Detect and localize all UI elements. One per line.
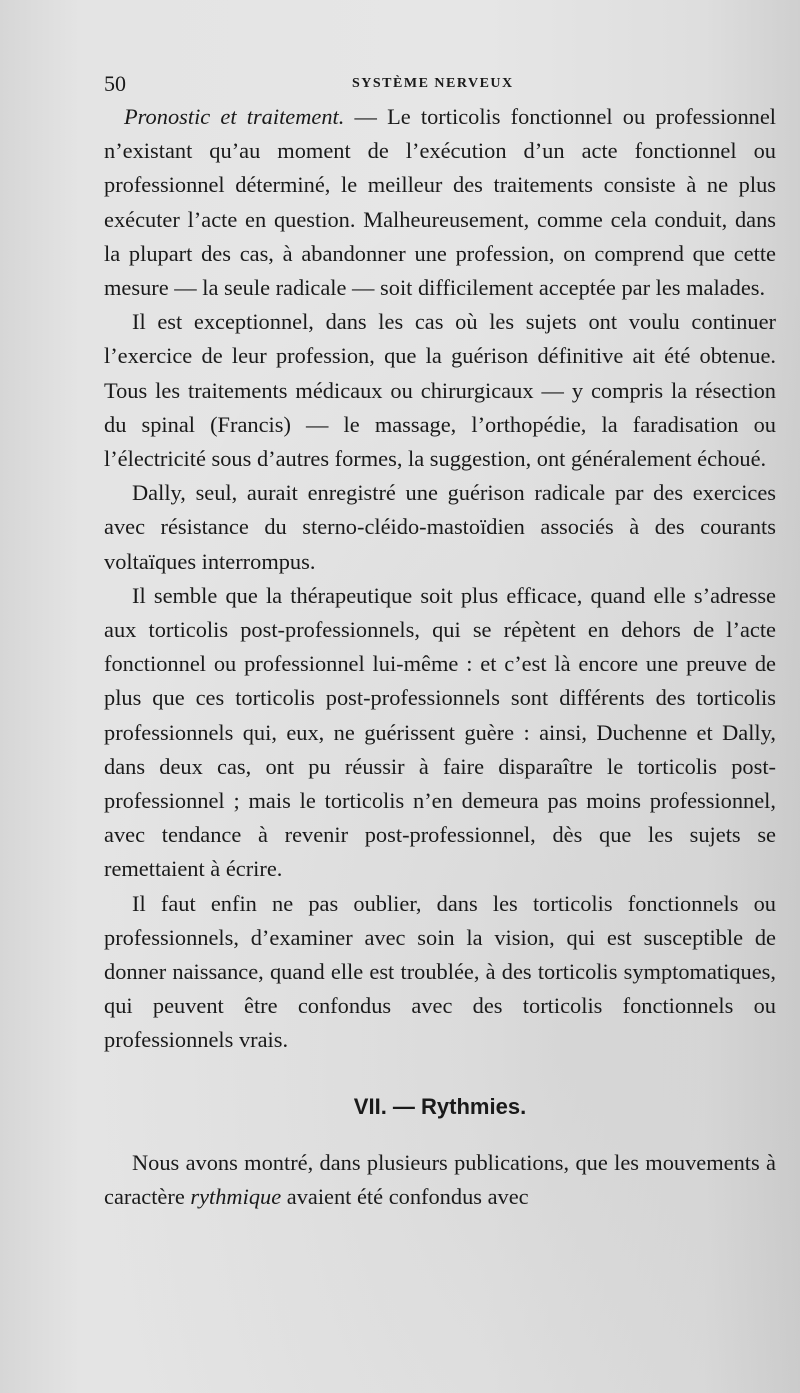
page-number: 50 — [104, 71, 126, 96]
body-text — [104, 100, 776, 1214]
paragraph: Il semble que la thérapeutique soit plus efficace, quand elle s’adresse aux torticolis post-professionnels, qui se répètent en dehors de l’acte fonctionnel ou professionnel lui-même : et c’est là encore une preuve de plus que ces torticolis post-professionnels sont différents des torticolis professionnels qui, eux, ne guérissent guère : ainsi, Duchenne et Dally, dans deux cas, ont pu réussir à faire disparaître le torticolis post-professionnel ; mais le torticolis n’en demeura pas moins professionnel, avec tendance à revenir post-professionnel, dès que les sujets se remettaient à écrire. — [104, 582, 776, 882]
paragraph-lead-heading: Pronostic et traitement. — [124, 104, 345, 129]
running-title: SYSTÈME NERVEUX — [352, 76, 514, 91]
paragraph: Il faut enfin ne pas oublier, dans les torticolis fonctionnels ou professionnels, d’examiner avec soin la vision, qui est susceptible de donner naissance, quand elle est troublée, à des torticolis symptomatiques, qui peuvent être confondus avec des torticolis fonctionnels ou professionnels vrais. — [104, 890, 776, 1053]
emphasized-word: rythmique — [190, 1183, 282, 1209]
paragraph-prognosis — [104, 100, 776, 305]
section-heading: VII. — Rythmies. — [353, 1093, 527, 1119]
paragraph-text: avaient été confondus avec — [281, 1183, 529, 1209]
paragraph-text: Nous avons montré, dans plusieurs publications, que les mouvements à caractère — [104, 1149, 776, 1209]
paragraph-text: — Le torticolis fonctionnel ou professionnel n’existant qu’au moment de l’exécution d’un acte fonctionnel ou professionnel déterminé, le meilleur des traitements consiste à ne plus exécuter l’acte en question. Malheureusement, comme cela conduit, dans la plupart des cas, à abandonner une profession, on comprend que cette mesure — la seule radicale — soit difficilement acceptée par les malades. — [104, 104, 776, 301]
paragraph: Il est exceptionnel, dans les cas où les sujets ont voulu continuer l’exercice de leur profession, que la guérison définitive ait été obtenue. Tous les traitements médicaux ou chirurgicaux — y compris la résection du spinal (Francis) — le massage, l’orthopédie, la faradisation ou l’électricité sous d’autres formes, la suggestion, ont généralement échoué. — [104, 309, 776, 472]
running-header — [104, 66, 780, 102]
paragraph-rythmies — [104, 1146, 776, 1214]
paragraph: Dally, seul, aurait enregistré une guérison radicale par des exercices avec résistance du sterno-cléido-mastoïdien associés à des courants voltaïques interrompus. — [104, 480, 776, 574]
